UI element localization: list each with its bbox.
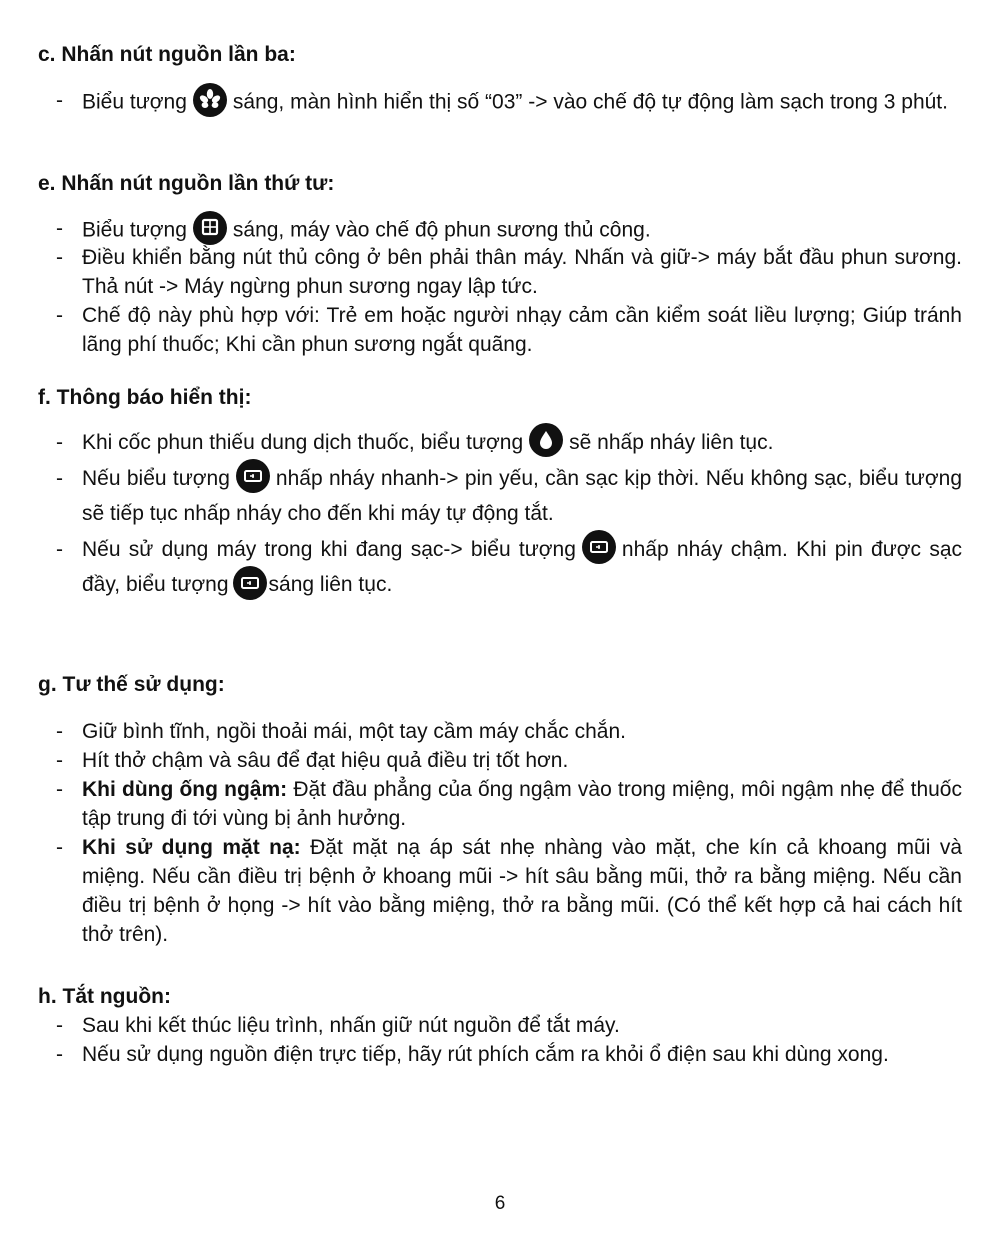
- section-e-heading: e. Nhấn nút nguồn lần thứ tư:: [38, 172, 335, 195]
- battery-icon: [236, 459, 270, 493]
- section-c-heading: c. Nhấn nút nguồn lần ba:: [38, 43, 296, 66]
- bullet-dash: -: [56, 89, 63, 112]
- list-item: - Biểu tượng sáng, máy vào chế độ phun sương thủ công.: [56, 214, 962, 248]
- list-item: - Khi sử dụng mặt nạ: Đặt mặt nạ áp sát nhẹ nhàng vào mặt, che kín cả khoang mũi và miệng. Nếu cần điều trị bệnh ở khoang mũi -> hít sâu bằng mũi, thở ra bằng miệng. Nếu cần điều trị bệnh ở họng -> hít vào bằng miệng, thở ra bằng mũi. (Có thể kết hợp cả hai cách hít thở trên).: [56, 833, 962, 949]
- section-h-heading: h. Tắt nguồn:: [38, 985, 171, 1008]
- bullet-dash: -: [56, 778, 63, 801]
- bullet-dash: -: [56, 217, 63, 240]
- bullet-dash: -: [56, 749, 63, 772]
- list-item: - Hít thở chậm và sâu để đạt hiệu quả điều trị tốt hơn.: [56, 746, 962, 775]
- section-f-heading: f. Thông báo hiển thị:: [38, 386, 252, 409]
- list-item: - Sau khi kết thúc liệu trình, nhấn giữ nút nguồn để tắt máy.: [56, 1011, 962, 1040]
- list-item: - Giữ bình tĩnh, ngồi thoải mái, một tay cầm máy chắc chắn.: [56, 717, 962, 746]
- bullet-dash: -: [56, 836, 63, 859]
- auto-clean-icon: [193, 83, 227, 117]
- manual-mode-icon: [193, 211, 227, 245]
- bullet-dash: -: [56, 720, 63, 743]
- battery-icon: [233, 566, 267, 600]
- bullet-dash: -: [56, 467, 63, 490]
- mouthpiece-label: Khi dùng ống ngậm:: [82, 778, 288, 801]
- list-item: - Điều khiển bằng nút thủ công ở bên phải thân máy. Nhấn và giữ-> máy bắt đầu phun sương. Thả nút -> Máy ngừng phun sương ngay lập tức.: [56, 243, 962, 301]
- section-g-heading: g. Tư thế sử dụng:: [38, 673, 225, 696]
- bullet-dash: -: [56, 1014, 63, 1037]
- list-item: - Khi cốc phun thiếu dung dịch thuốc, biểu tượng sẽ nhấp nháy liên tục.: [56, 425, 962, 460]
- battery-icon: [582, 530, 616, 564]
- list-item: - Chế độ này phù hợp với: Trẻ em hoặc người nhạy cảm cần kiểm soát liều lượng; Giúp tránh lãng phí thuốc; Khi cần phun sương ngắt quãng.: [56, 301, 962, 359]
- bullet-dash: -: [56, 431, 63, 454]
- bullet-dash: -: [56, 304, 63, 327]
- list-item: - Biểu tượng sáng, màn hình hiển thị số “03” -> vào chế độ tự động làm sạch trong 3 phút.: [56, 86, 962, 120]
- list-item: - Nếu sử dụng máy trong khi đang sạc-> biểu tượng nhấp nháy chậm. Khi pin được sạc đầy, biểu tượng sáng liên tục.: [56, 532, 962, 603]
- list-item: - Nếu biểu tượng nhấp nháy nhanh-> pin yếu, cần sạc kịp thời. Nếu không sạc, biểu tượng sẽ tiếp tục nhấp nháy cho đến khi máy tự động tắt.: [56, 461, 962, 531]
- bullet-dash: -: [56, 538, 63, 561]
- bullet-dash: -: [56, 246, 63, 269]
- droplet-icon: [529, 423, 563, 457]
- bullet-dash: -: [56, 1043, 63, 1066]
- list-item: - Khi dùng ống ngậm: Đặt đầu phẳng của ống ngậm vào trong miệng, môi ngậm nhẹ để thuốc tập trung đi tới vùng bị ảnh hưởng.: [56, 775, 962, 833]
- page-number: 6: [494, 1193, 506, 1214]
- list-item: - Nếu sử dụng nguồn điện trực tiếp, hãy rút phích cắm ra khỏi ổ điện sau khi dùng xong.: [56, 1040, 962, 1069]
- mask-label: Khi sử dụng mặt nạ:: [82, 836, 301, 859]
